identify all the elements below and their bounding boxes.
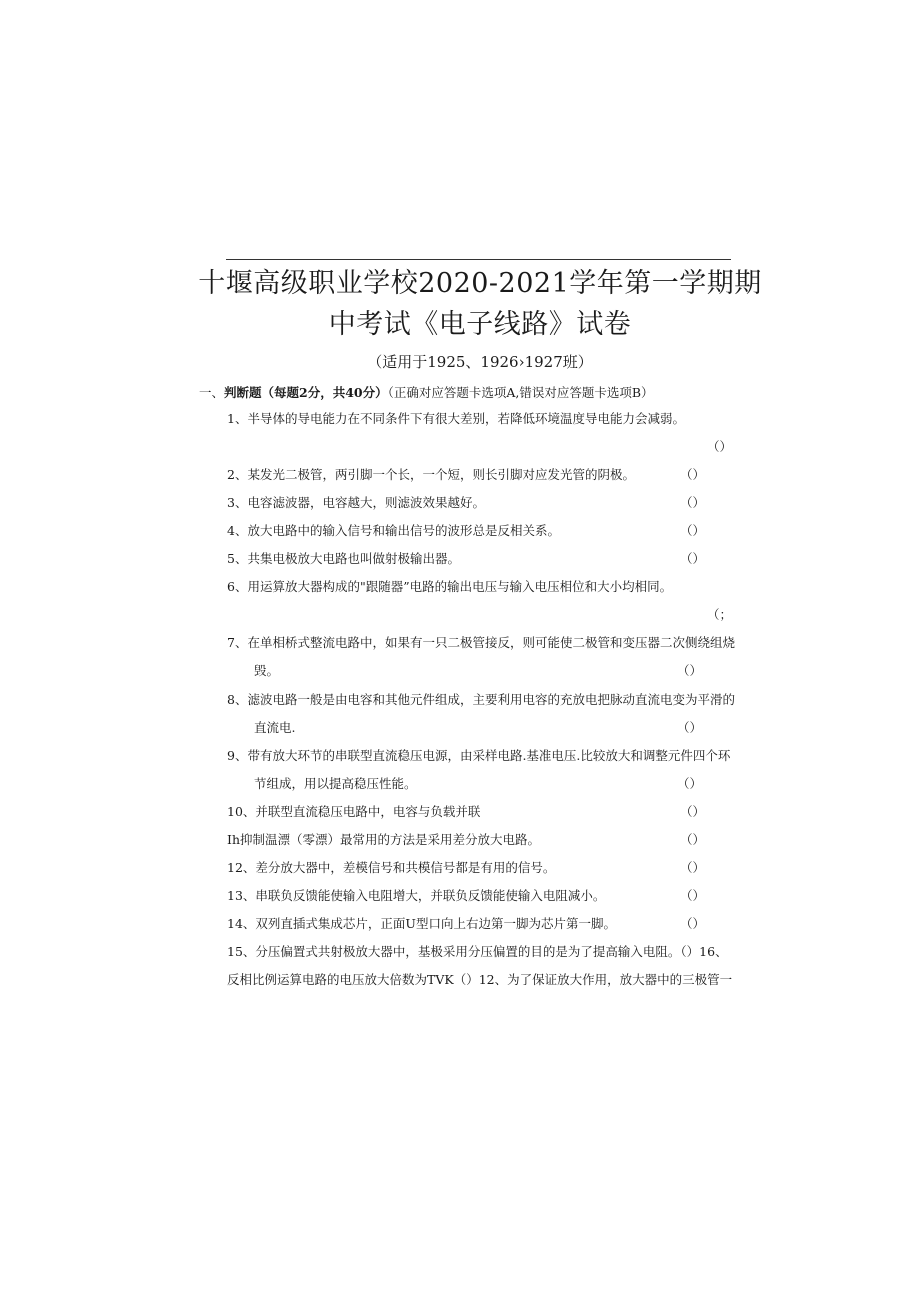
question-2: 2、某发光二极管，两引脚一个长，一个短，则长引脚对应发光管的阴极。: [227, 467, 635, 482]
question-7: 7、在单相桥式整流电路中，如果有一只二极管接反，则可能使二极管和变压器二次侧绕组烧: [227, 635, 735, 650]
question-9-answer: （）: [677, 776, 703, 791]
question-3: 3、电容滤波器，电容越大，则滤波效果越好。: [227, 495, 485, 510]
question-8-continuation: 直流电.: [254, 720, 296, 735]
question-15-continuation: 反相比例运算电路的电压放大倍数为TVK（）12、为了保证放大作用，放大器中的三极管一: [227, 972, 733, 987]
question-4-answer: （）: [680, 523, 706, 538]
question-10: 10、并联型直流稳压电路中，电容与负载并联: [227, 804, 481, 819]
question-12-answer: （）: [680, 860, 706, 875]
question-9-continuation: 节组成，用以提高稳压性能。: [254, 776, 417, 791]
exam-title-line1: 十堰高级职业学校2020-2021学年第一学期期: [198, 268, 762, 299]
question-1-answer: （）: [707, 439, 733, 454]
section-scoring: （每题2分，共40分）: [261, 385, 388, 400]
question-3-answer: （）: [680, 495, 706, 510]
section-number: 一、: [199, 385, 225, 400]
question-6-answer: （；: [707, 607, 733, 622]
question-2-answer: （）: [680, 467, 706, 482]
question-12: 12、差分放大器中，差模信号和共模信号都是有用的信号。: [227, 860, 556, 875]
question-14: 14、双列直插式集成芯片，正面U型口向上右边第一脚为芯片第一脚。: [227, 916, 616, 931]
question-15: 15、分压偏置式共射极放大器中，基极采用分压偏置的目的是为了提高输入电阻。（）16、: [227, 944, 728, 959]
question-10-answer: （）: [680, 804, 706, 819]
question-11: Ih抑制温漂（零漂）最常用的方法是采用差分放大电路。: [227, 832, 540, 847]
exam-title-line2: 中考试《电子线路》试卷: [328, 309, 632, 340]
question-5: 5、共集电极放大电路也叫做射极输出器。: [227, 551, 460, 566]
question-13: 13、串联负反馈能使输入电阻增大，并联负反馈能使输入电阻减小。: [227, 888, 606, 903]
question-5-answer: （）: [680, 551, 706, 566]
section-heading: [199, 383, 654, 403]
question-11-answer: （）: [680, 832, 706, 847]
question-1: 1、半导体的导电能力在不同条件下有很大差别，若降低环境温度导电能力会减弱。: [227, 411, 685, 426]
question-8: 8、滤波电路一般是由电容和其他元件组成，主要利用电容的充放电把脉动直流电变为平滑的: [227, 692, 735, 707]
question-7-continuation: 毁。: [254, 663, 280, 678]
question-13-answer: （）: [680, 888, 706, 903]
section-title: 判断题: [224, 385, 262, 400]
question-4: 4、放大电路中的输入信号和输出信号的波形总是反相关系。: [227, 523, 560, 538]
question-8-answer: （）: [677, 720, 703, 735]
exam-subtitle: （适用于1925、1926›1927班）: [367, 353, 593, 371]
question-7-answer: （）: [677, 663, 703, 678]
question-6: 6、用运算放大器构成的"跟随器”电路的输出电压与输入电压相位和大小均相同。: [227, 579, 673, 594]
header-rule: [226, 259, 731, 260]
section-instruction: （正确对应答题卡选项A,错误对应答题卡选项B）: [387, 385, 654, 400]
question-14-answer: （）: [680, 916, 706, 931]
question-9: 9、带有放大环节的串联型直流稳压电源，由采样电路.基准电压.比较放大和调整元件四个环: [227, 748, 731, 763]
